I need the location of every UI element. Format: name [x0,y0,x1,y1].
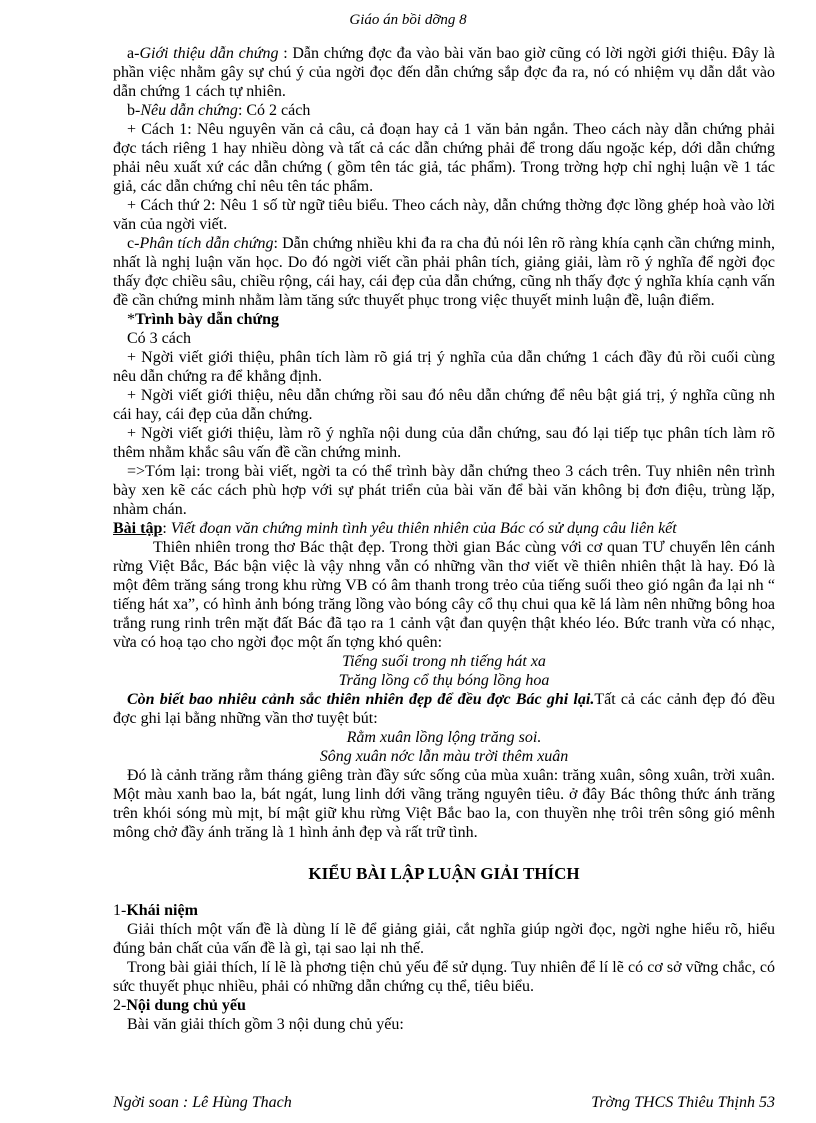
paragraph-summary: =>Tóm lại: trong bài viết, ngời ta có thể trình bày dẫn chứng theo 3 cách trên. Tuy nhiên nên trình bày xen kẽ các cách phù hợp với sự phát triển của bài văn để bài văn không bị đơn điệu, trùng lặp, nhàm chán. [113,463,775,518]
exercise-line [113,519,775,538]
heading-number: 1- [113,902,127,919]
paragraph-text: Tất cả các cảnh đẹp đó đều đợc ghi lại bằng những vần thơ tuyệt bút: [113,691,776,727]
italic-term: Nêu dẫn chứng [140,102,238,119]
footer-author: Ngời soan : Lê Hùng Thach [113,1094,292,1111]
paragraph-text: : Dẫn chứng đợc đa vào bài văn bao giờ cũng có lời ngời giới thiệu. Đây là phần việc nhằm gây sự chú ý của ngời đọc đến dẫn chứng sắp đợc đa ra, nó có nhiệm vụ dẫn dắt vào dẫn chứng 1 cách tự nhiên. [113,45,775,100]
exercise-prompt: Viết đoạn văn chứng minh tình yêu thiên nhiên của Bác có sử dụng câu liên kết [166,520,677,537]
heading-definition [113,901,775,920]
page-header: Giáo án bồi dỡng 8 [349,12,467,28]
item-marker: a- [127,45,140,62]
paragraph-moon-scene: Đó là cảnh trăng rằm tháng giêng tràn đầy sức sống của mùa xuân: trăng xuân, sông xuân, trời xuân. Một màu xanh bao la, bát ngát, lung linh dới vầng trăng nguyên tiêu. ở đây Bác thông thức ánh trăng trên khói sóng mù mịt, bí mật giữ khu rừng Việt Bắc bao la, con thuyền nhẹ trôi trên sông gió mênh mông chở đầy ánh trăng là 1 hình ảnh đẹp và rất trữ tình. [113,767,775,841]
heading-text: Khái niệm [126,902,198,919]
document-body [113,44,775,1034]
exercise-label: Bài tập [113,520,163,537]
bold-heading: Trình bày dẫn chứng [135,311,280,328]
verse-line [113,747,775,766]
paragraph-analyze-evidence [113,234,775,310]
verse-line [113,728,775,747]
star-marker: * [127,311,135,328]
paragraph-three-ways: Có 3 cách [127,330,191,347]
paragraph-method-2: + Cách thứ 2: Nêu 1 số từ ngữ tiêu biểu. Theo cách này, dẫn chứng thờng đợc lồng ghép hoà vào lời văn của ngời viết. [113,197,775,233]
bold-italic-sentence: Còn biết bao nhiêu cảnh sắc thiên nhiên đẹp để đều đợc Bác ghi lại. [127,691,595,708]
heading-text: Nội dung chủ yếu [126,997,246,1014]
paragraph-definition: Giải thích một vấn đề là dùng lí lẽ để giảng giải, cắt nghĩa giúp ngời đọc, ngời nghe hiểu rõ, hiểu đúng bản chất của vấn đề là gì, tại sao lại nh thế. [113,921,775,957]
paragraph-nature-essay: Thiên nhiên trong thơ Bác thật đẹp. Trong thời gian Bác cùng với cơ quan TƯ chuyển lên cánh rừng Việt Bắc, Bác bận việc là vậy nhng vẫn có những vần thơ viết về thiên nhiên thật là hay. Đó là một đêm trăng sáng trong khu rừng VB có âm thanh trong trẻo của tiếng suối theo gió ngân đa lại nh “ tiếng hát xa”, có hình ảnh bóng trăng lồng vào bóng cây cổ thụ chui qua kẽ lá làm nên những bông hoa trắng rung rinh trên mặt đất Bác đã tạo ra 1 cảnh vật đan quyện thật khéo léo. Bức tranh vừa có nhạc, vừa có hoạ tạo cho ngời đọc một ấn tợng khó quên: [113,539,775,651]
verse-text: Sông xuân nớc lẫn màu trời thêm xuân [319,748,569,765]
item-marker: b- [127,102,141,119]
italic-term: Phân tích dẫn chứng [139,235,274,252]
paragraph-way-1: + Ngời viết giới thiệu, phân tích làm rõ giá trị ý nghĩa của dẫn chứng 1 cách đầy đủ rồi cuối cùng nêu dẫn chứng ra để khẳng định. [113,349,775,385]
paragraph-content-intro: Bài văn giải thích gồm 3 nội dung chủ yếu: [127,1016,404,1033]
paragraph-scenery [113,690,775,728]
paragraph-reasoning: Trong bài giải thích, lí lẽ là phơng tiện chủ yếu để sử dụng. Tuy nhiên để lí lẽ có cơ sở vững chắc, có sức thuyết phục nhiều, phải có những dẫn chứng cụ thể, tiêu biểu. [113,959,775,995]
heading-main-content [113,996,775,1015]
italic-term: Giới thiệu dẫn chứng [139,45,279,62]
paragraph-text: : Có 2 cách [237,102,311,119]
paragraph-text: : Dẫn chứng nhiều khi đa ra cha đủ nói lên rõ ràng khía cạnh cần chứng minh, nhất là nghị luận văn học. Do đó ngời viết cần phải phân tích, giảng giải, làm rõ ý nghĩa để ngời đọc thấy đợc chiều sâu, chiều rộng, cái hay, cái đẹp của dẫn chứng, cũng nh thấy đợc ý nghĩa khía cạnh vấn đề cần chứng minh nhằm làm tăng sức thuyết phục trong việc thuyết minh luận đề, luận điểm. [113,235,776,309]
paragraph-method-1: + Cách 1: Nêu nguyên văn cả câu, cả đoạn hay cả 1 văn bản ngắn. Theo cách này dẫn chứng phải đợc tách riêng 1 hay nhiều dòng và tất cả các dẫn chứng phải để trong dấu ngoặc kép, dới dẫn chứng phải nêu xuất xứ các dẫn chứng ( gồm tên tác giả, tác phẩm). Trong trờng hợp chỉ nghị luận về 1 tác giả, các dẫn chứng chỉ nêu tên tác phẩm. [113,121,775,195]
footer-school-page: Trờng THCS Thiêu Thịnh 53 [591,1094,775,1111]
colon: : [162,520,167,537]
paragraph-way-3: + Ngời viết giới thiệu, làm rõ ý nghĩa nội dung của dẫn chứng, sau đó lại tiếp tục phân tích làm rõ thêm nhằm khắc sâu vấn đề cần chứng minh. [113,425,775,461]
paragraph-state-evidence [113,101,775,120]
heading-present-evidence [113,310,775,329]
paragraph-way-2: + Ngời viết giới thiệu, nêu dẫn chứng rồi sau đó nêu dẫn chứng để nêu bật giá trị, ý nghĩa cũng nh cái hay, cái đẹp của dẫn chứng. [113,387,775,423]
section-title: KIỂU BÀI LẬP LUẬN GIẢI THÍCH [308,864,580,883]
verse-text: Trăng lồng cổ thụ bóng lồng hoa [338,672,550,689]
paragraph-intro-evidence [113,44,775,101]
heading-number: 2- [113,997,127,1014]
verse-line [113,652,775,671]
item-marker: c- [127,235,140,252]
verse-text: Rằm xuân lồng lộng trăng soi. [346,729,542,746]
verse-line [113,671,775,690]
verse-text: Tiếng suối trong nh tiếng hát xa [342,653,546,670]
